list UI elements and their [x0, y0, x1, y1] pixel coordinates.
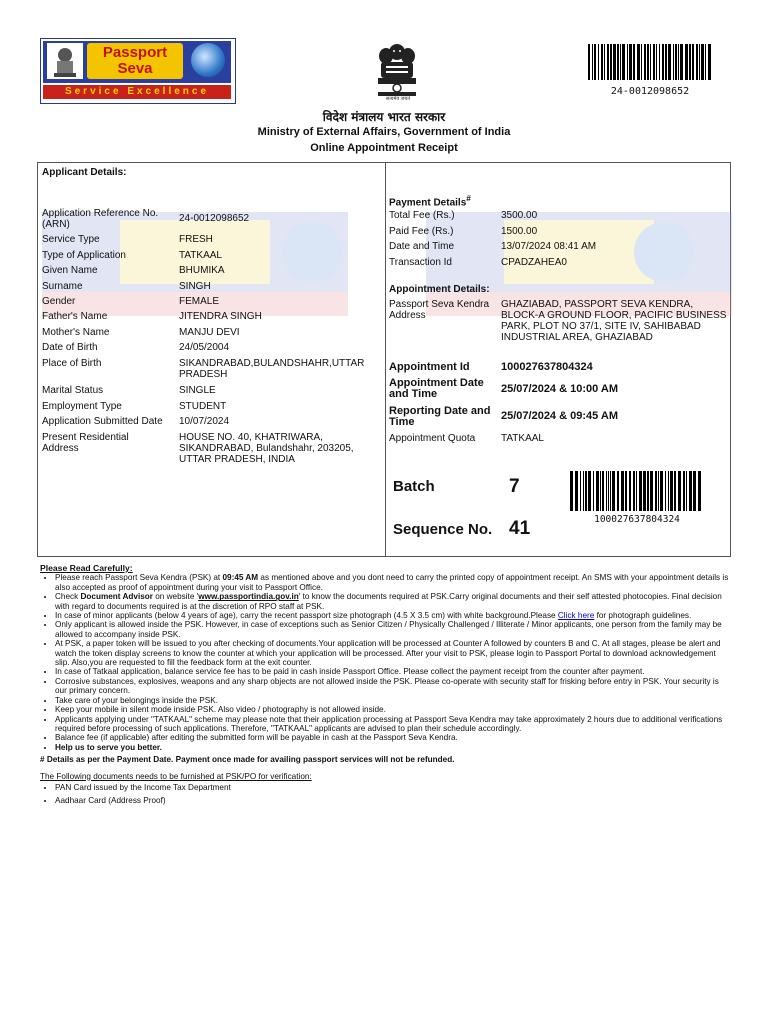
barcode-bar [610, 44, 612, 80]
label-arn: Application Reference No. (ARN) [42, 208, 159, 230]
barcode-bar [658, 471, 659, 511]
label-address: Present Residential Address [42, 432, 129, 454]
barcode-bar [570, 471, 573, 511]
barcode-bar [647, 471, 649, 511]
label-marital-status: Marital Status [42, 385, 104, 396]
label-date-of-birth: Date of Birth [42, 342, 98, 353]
label-transaction-id: Transaction Id [389, 257, 452, 268]
instruction-item [55, 611, 730, 620]
barcode-bar [689, 44, 691, 80]
barcode-bar [613, 44, 616, 80]
instruction-item [55, 592, 730, 611]
text: Please reach Passport Seva Kendra (PSK) at [55, 573, 223, 583]
instructions-section [40, 564, 730, 806]
label-paid-fee: Paid Fee (Rs.) [389, 226, 454, 237]
label-place-of-birth: Place of Birth [42, 358, 102, 369]
barcode-bar [685, 44, 688, 80]
appointment-barcode-text: 100027637804324 [594, 514, 680, 525]
barcode-bar [622, 44, 625, 80]
label-payment-date: Date and Time [389, 241, 455, 252]
barcode-bar [621, 471, 624, 511]
column-divider [385, 162, 386, 557]
barcode-bar [692, 44, 694, 80]
barcode-bar [647, 44, 649, 80]
value-appointment-id: 100027637804324 [501, 361, 593, 373]
barcode-bar [696, 44, 698, 80]
barcode-bar [617, 44, 619, 80]
text: ' to know the documents required at PSK.Carry original documents and their self attested photocopies. Final decision with regard to documents required is at the discretion of RPO staff at PSK. [55, 592, 722, 611]
barcode-bar [602, 471, 604, 511]
barcode-bar [665, 44, 667, 80]
barcode-bar [601, 44, 603, 80]
label-type-of-application: Type of Application [42, 250, 126, 261]
sequence-value: 41 [509, 518, 531, 539]
document-item: • Aadhaar Card (Address Proof) [55, 796, 730, 805]
passport-seva-logo [40, 38, 236, 104]
instructions-list [40, 573, 730, 752]
barcode-bar [598, 44, 599, 80]
logo-title [87, 43, 183, 79]
instruction-item: • In case of Tatkaal application, balance service fee has to be paid in cash inside Passport Office. Please collect the payment receipt from the counter after payment. [55, 667, 730, 676]
label-submitted-date: Application Submitted Date [42, 416, 163, 427]
value-date-of-birth: 24/05/2004 [179, 342, 230, 353]
barcode-bar [612, 471, 615, 511]
barcode-bar [629, 44, 632, 80]
barcode-bar [708, 44, 711, 80]
value-reporting-datetime: 25/07/2024 & 09:45 AM [501, 410, 618, 422]
barcode-bar [686, 471, 687, 511]
photo-guidelines-link[interactable]: Click here [557, 611, 595, 621]
value-transaction-id: CPADZAHEA0 [501, 257, 567, 268]
barcode-bar [701, 44, 704, 80]
document-item: • PAN Card issued by the Income Tax Department [55, 783, 730, 792]
barcode-bar [653, 44, 655, 80]
value-service-type: FRESH [179, 234, 213, 245]
barcode-bar [683, 471, 685, 511]
barcode-bar [607, 44, 609, 80]
barcode-bar [668, 471, 669, 511]
value-total-fee: 3500.00 [501, 210, 538, 221]
barcode-bar [588, 44, 590, 80]
instruction-item: • At PSK, a paper token will be issued to you after checking of documents.Your application will be processed at Counter A followed by counters B and C. At all stages, please be alert and watch the token display screens to know the counter at which your application will be processed. After your visit to PSK, please login to Passport Portal to download acknowledgement slip. Also,you are requested to fill the feedback form at the exit counter. [55, 639, 730, 667]
barcode-bar [660, 471, 663, 511]
website-link[interactable]: www.passportindia.gov.in [198, 592, 299, 602]
globe-icon [191, 43, 225, 77]
barcode-bar [644, 44, 646, 80]
top-barcode-text: 24-0012098652 [610, 86, 690, 97]
value-appointment-datetime: 25/07/2024 & 10:00 AM [501, 383, 618, 395]
barcode-bar [617, 471, 619, 511]
barcode-bar [629, 471, 631, 511]
label-service-type: Service Type [42, 234, 100, 245]
barcode-bar [593, 471, 594, 511]
label-given-name: Given Name [42, 265, 98, 276]
barcode-bar [627, 44, 628, 80]
barcode-bar [604, 44, 605, 80]
value-gender: FEMALE [179, 296, 220, 307]
value-marital-status: SINGLE [179, 385, 216, 396]
label-total-fee: Total Fee (Rs.) [389, 210, 455, 221]
text: In case of minor applicants (below 4 years of age), carry the recent passport size photograph (4.5 X 3.5 cm) with white background.Please [55, 611, 558, 621]
barcode-bar [689, 471, 692, 511]
barcode-bar [633, 44, 635, 80]
header-ministry: Ministry of External Affairs, Government of India [257, 126, 511, 138]
label-appointment-quota: Appointment Quota [389, 433, 476, 444]
label-appointment-id: Appointment Id [389, 361, 470, 373]
document-advisor-text: Document Advisor [80, 592, 153, 602]
barcode-bar [680, 44, 683, 80]
value-psk-address: GHAZIABAD, PASSPORT SEVA KENDRA, BLOCK-A GROUND FLOOR, PACIFIC BUSINESS PARK, PLOT NO 37/1, SITE IV, SAHIBABAD INDUSTRIAL AREA, GHAZIABAD [501, 299, 727, 343]
label-employment-type: Employment Type [42, 401, 122, 412]
barcode-bar [610, 471, 611, 511]
barcode-bar [673, 44, 674, 80]
payment-note: # Details as per the Payment Date. Payment once made for availing passport services will not be refunded. [40, 755, 455, 765]
barcode-bar [588, 471, 591, 511]
payment-heading-text: Payment Details [389, 197, 467, 209]
value-payment-date: 13/07/2024 08:41 AM [501, 241, 597, 252]
top-barcode [588, 44, 712, 80]
instruction-item: • Corrosive substances, explosives, weapons and any sharp objects are not allowed inside the PSK. Please co-operate with security staff for frisking before entry in PSK. Your security is our primary concern. [55, 677, 730, 696]
batch-label: Batch [393, 478, 435, 495]
barcode-bar [655, 471, 657, 511]
value-arn: 24-0012098652 [179, 213, 250, 224]
barcode-bar [636, 471, 637, 511]
barcode-bar [670, 471, 673, 511]
documents-title: The Following documents needs to be furnished at PSK/PO for verification: [40, 771, 312, 781]
barcode-bar [698, 471, 701, 511]
barcode-bar [662, 44, 664, 80]
value-paid-fee: 1500.00 [501, 226, 538, 237]
instruction-item: • Balance fee (if applicable) after editing the submitted form will be payable in cash at the Passport Seva Kendra. [55, 733, 730, 742]
text: as mentioned above and you dont need to carry the printed copy of appointment receipt. An SMS with your appointment details is also accepted as proof of appointment during your visit to Passport Office. [55, 573, 729, 592]
barcode-bar [674, 471, 676, 511]
value-fathers-name: JITENDRA SINGH [179, 311, 262, 322]
barcode-bar [606, 471, 607, 511]
instructions-title: Please Read Carefully: [40, 563, 133, 573]
barcode-bar [575, 471, 578, 511]
instruction-item [55, 743, 730, 752]
logo-title-line1: Passport [102, 44, 168, 61]
barcode-bar [678, 44, 679, 80]
logo-title-line2: Seva [117, 60, 153, 77]
instruction-item [55, 573, 730, 592]
barcode-bar [592, 44, 593, 80]
appointment-details-heading: Appointment Details: [389, 284, 490, 295]
barcode-bar [693, 471, 696, 511]
instruction-item: • Applicants applying under "TATKAAL" scheme may please note that their application processing at Passport Seva Kendra may take approximately 2 hours due to additional verifications required before processing of such applications. Therefore, "TATKAAL" applicants are advised to plan their schedule accordingly. [55, 715, 730, 734]
barcode-bar [659, 44, 660, 80]
page-title: Online Appointment Receipt [310, 142, 458, 154]
barcode-bar [637, 44, 640, 80]
barcode-bar [699, 44, 700, 80]
barcode-bar [705, 44, 706, 80]
barcode-bar [625, 471, 627, 511]
barcode-bar [594, 44, 596, 80]
value-given-name: BHUMIKA [179, 265, 225, 276]
barcode-bar [633, 471, 635, 511]
value-type-of-application: TATKAAL [179, 250, 222, 261]
barcode-bar [641, 44, 642, 80]
value-submitted-date: 10/07/2024 [179, 416, 230, 427]
payment-heading-mark: # [466, 193, 471, 203]
documents-list [40, 783, 730, 806]
barcode-bar [600, 471, 601, 511]
barcode-bar [665, 471, 666, 511]
national-emblem-icon [372, 42, 422, 104]
label-appointment-datetime: Appointment Date and Time [389, 377, 484, 400]
barcode-bar [650, 471, 653, 511]
header-hindi: विदेश मंत्रालय भारत सरकार [322, 110, 446, 124]
value-employment-type: STUDENT [179, 401, 227, 412]
value-appointment-quota: TATKAAL [501, 433, 544, 444]
barcode-bar [678, 471, 681, 511]
label-reporting-datetime: Reporting Date and Time [389, 405, 491, 428]
instruction-item: • Keep your mobile in silent mode inside PSK. Also video / photography is not allowed inside. [55, 705, 730, 714]
text: Check [55, 592, 81, 602]
label-surname: Surname [42, 281, 83, 292]
barcode-bar [608, 471, 609, 511]
text: on website ' [152, 592, 199, 602]
payment-details-heading [389, 193, 529, 208]
emblem-small-icon [47, 43, 83, 79]
barcode-bar [583, 471, 584, 511]
label-gender: Gender [42, 296, 76, 307]
text: for photograph guidelines. [594, 611, 692, 621]
instruction-item: • Take care of your belongings inside the PSK. [55, 696, 730, 705]
appointment-barcode [570, 471, 704, 511]
barcode-bar [650, 44, 651, 80]
barcode-bar [643, 471, 646, 511]
barcode-bar [585, 471, 587, 511]
barcode-bar [580, 471, 581, 511]
help-text: Help us to serve you better. [55, 742, 162, 752]
barcode-bar [620, 44, 621, 80]
label-psk-address: Passport Seva Kendra Address [389, 299, 490, 321]
barcode-bar [639, 471, 642, 511]
label-fathers-name: Father's Name [42, 311, 108, 322]
sequence-label: Sequence No. [393, 521, 493, 538]
logo-tagline: Service Excellence [43, 85, 231, 99]
value-place-of-birth: SIKANDRABAD,BULANDSHAHR,UTTAR PRADESH [179, 358, 365, 380]
emblem-caption: सत्यमेव जयते [385, 96, 411, 102]
value-surname: SINGH [179, 281, 211, 292]
label-mothers-name: Mother's Name [42, 327, 110, 338]
barcode-bar [668, 44, 671, 80]
reporting-time-text: 09:45 AM [222, 573, 259, 583]
value-address: HOUSE NO. 40, KHATRIWARA, SIKANDRABAD, Bulandshahr, 203205, UTTAR PRADESH, INDIA [179, 432, 354, 465]
barcode-bar [675, 44, 677, 80]
barcode-bar [656, 44, 657, 80]
batch-value: 7 [509, 476, 520, 497]
instruction-item: • Only applicant is allowed inside the PSK. However, in case of exceptions such as Senior Citizen / Physically Challenged / Illiterate / Minor applicants, one person from the family may be allowed to accompany inside PSK. [55, 620, 730, 639]
value-mothers-name: MANJU DEVI [179, 327, 240, 338]
applicant-details-heading: Applicant Details: [42, 167, 127, 178]
barcode-bar [596, 471, 599, 511]
